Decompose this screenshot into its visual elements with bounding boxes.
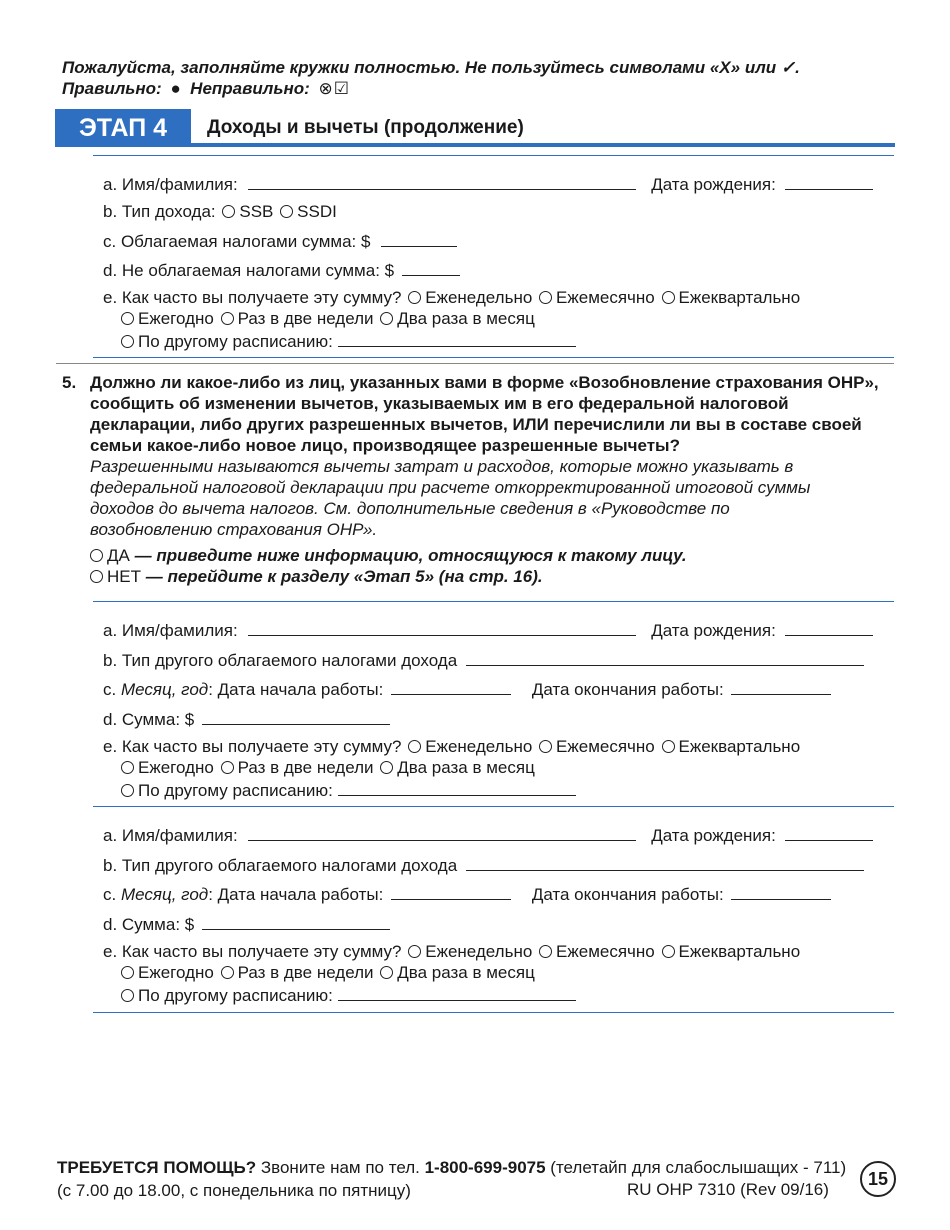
instructions (62, 57, 800, 99)
question-5 (62, 372, 882, 540)
ssb-label: SSB (239, 202, 274, 221)
dob-field[interactable] (785, 618, 873, 636)
end-date-field[interactable] (731, 882, 831, 900)
biweekly-radio[interactable] (221, 761, 234, 774)
person2-frequency-row (103, 941, 800, 962)
help-heading: ТРЕБУЕТСЯ ПОМОЩЬ? (57, 1158, 257, 1177)
instructions-line2 (62, 78, 800, 99)
name-label: a. Имя/фамилия: (103, 621, 238, 640)
person1-income-type-row (103, 648, 864, 671)
filled-circle-icon: ● (170, 79, 181, 98)
twice-monthly-label: Два раза в месяц (397, 309, 535, 328)
quarterly-radio[interactable] (662, 945, 675, 958)
person1-amount-row (103, 707, 390, 730)
income-type-label: b. Тип другого облагаемого налогами дохода (103, 651, 458, 670)
twice-monthly-label: Два раза в месяц (397, 758, 535, 777)
biweekly-label: Раз в две недели (237, 963, 374, 982)
amount-field[interactable] (202, 912, 390, 930)
step-header (55, 109, 895, 147)
biweekly-label: Раз в две недели (237, 309, 374, 328)
divider (93, 1012, 894, 1013)
nontaxable-amount-field[interactable] (402, 258, 460, 276)
start-date-label: : Дата начала работы: (208, 885, 384, 904)
other-schedule-radio[interactable] (121, 784, 134, 797)
end-date-label: Дата окончания работы: (531, 885, 724, 904)
person1-name-row (103, 618, 873, 641)
other-schedule-label: По другому расписанию: (138, 332, 333, 351)
form-id: RU OHP 7310 (Rev 09/16) (627, 1180, 829, 1199)
taxable-label: c. Облагаемая налогами сумма: $ (103, 232, 371, 251)
other-schedule-radio[interactable] (121, 335, 134, 348)
name-field[interactable] (248, 618, 636, 636)
biweekly-radio[interactable] (221, 312, 234, 325)
help-line (57, 1156, 846, 1179)
weekly-label: Еженедельно (425, 288, 533, 307)
weekly-radio[interactable] (408, 740, 421, 753)
other-schedule-field[interactable] (338, 329, 576, 347)
income-type-field[interactable] (466, 853, 864, 871)
block1-taxable-row (103, 229, 457, 252)
other-schedule-label: По другому расписанию: (138, 986, 333, 1005)
start-date-field[interactable] (391, 882, 511, 900)
other-schedule-radio[interactable] (121, 989, 134, 1002)
step-divider (191, 143, 895, 147)
question-text: Должно ли какое-либо из лиц, указанных вами в форме «Возобновление страхования ОНР», сообщить об изменении вычетов, указываемых им в его федеральной налоговой декларации, либо других разрешенных вычетов, ИЛИ перечислили ли вы в составе своей семьи какое-либо новое лицо, производящее разрешенные вычеты? (90, 373, 879, 455)
block1-frequency-row (103, 287, 800, 308)
person1-frequency-row2 (119, 757, 535, 778)
monthly-label: Ежемесячно (556, 288, 655, 307)
end-date-field[interactable] (731, 677, 831, 695)
quarterly-label: Ежеквартально (678, 737, 801, 756)
yearly-label: Ежегодно (138, 758, 214, 777)
twice-monthly-label: Два раза в месяц (397, 963, 535, 982)
person2-frequency-row2 (119, 962, 535, 983)
amount-field[interactable] (202, 707, 390, 725)
step-label: ЭТАП 4 (55, 109, 191, 147)
other-schedule-field[interactable] (338, 983, 576, 1001)
step-title: Доходы и вычеты (продолжение) (207, 117, 524, 138)
name-label: a. Имя/фамилия: (103, 175, 238, 194)
yearly-radio[interactable] (121, 761, 134, 774)
phone-number[interactable]: 1-800-699-9075 (424, 1158, 546, 1177)
ssb-radio[interactable] (222, 205, 235, 218)
weekly-label: Еженедельно (425, 737, 533, 756)
frequency-label: e. Как часто вы получаете эту сумму? (103, 288, 402, 307)
person2-amount-row (103, 912, 390, 935)
person2-name-row (103, 823, 873, 846)
dob-field[interactable] (785, 172, 873, 190)
divider (93, 601, 894, 602)
frequency-label: e. Как часто вы получаете эту сумму? (103, 942, 402, 961)
page-number: 15 (860, 1161, 896, 1197)
ssdi-label: SSDI (297, 202, 337, 221)
income-type-field[interactable] (466, 648, 864, 666)
block1-name-row (103, 172, 873, 195)
correct-label: Правильно: (62, 79, 162, 98)
dob-label: Дата рождения: (651, 621, 776, 640)
monthly-radio[interactable] (539, 945, 552, 958)
hours-text: (с 7.00 до 18.00, с понедельника по пятницу) (57, 1181, 411, 1200)
question-number: 5. (62, 373, 77, 392)
amount-label: d. Сумма: $ (103, 710, 195, 729)
instructions-line1: Пожалуйста, заполняйте кружки полностью. Не пользуйтесь символами «X» или ✓. (62, 58, 800, 77)
monthly-radio[interactable] (539, 740, 552, 753)
amount-label: d. Сумма: $ (103, 915, 195, 934)
incorrect-label: Неправильно: (190, 79, 310, 98)
weekly-label: Еженедельно (425, 942, 533, 961)
biweekly-label: Раз в две недели (237, 758, 374, 777)
end-date-label: Дата окончания работы: (531, 680, 724, 699)
help-text: Звоните нам по тел. (256, 1158, 425, 1177)
income-type-label: b. Тип дохода: (103, 202, 216, 221)
other-schedule-field[interactable] (338, 778, 576, 796)
quarterly-radio[interactable] (662, 740, 675, 753)
weekly-radio[interactable] (408, 945, 421, 958)
yearly-radio[interactable] (121, 966, 134, 979)
dob-field[interactable] (785, 823, 873, 841)
no-instruction: — перейдите к разделу «Этап 5» (на стр. 16). (145, 567, 543, 586)
yearly-radio[interactable] (121, 312, 134, 325)
person2-income-type-row (103, 853, 864, 876)
person2-frequency-row3 (119, 983, 576, 1006)
frequency-label: e. Как часто вы получаете эту сумму? (103, 737, 402, 756)
block1-income-type-row (103, 201, 337, 222)
crossed-circle-icon: ⊗ (318, 79, 333, 98)
no-radio[interactable] (90, 570, 103, 583)
twice-monthly-radio[interactable] (380, 312, 393, 325)
income-type-label: b. Тип другого облагаемого налогами дохода (103, 856, 458, 875)
twice-monthly-radio[interactable] (380, 761, 393, 774)
yearly-label: Ежегодно (138, 309, 214, 328)
dates-prefix: c. (103, 885, 117, 904)
person1-dates-row (103, 677, 831, 700)
biweekly-radio[interactable] (221, 966, 234, 979)
dob-label: Дата рождения: (651, 826, 776, 845)
name-label: a. Имя/фамилия: (103, 826, 238, 845)
person2-dates-row (103, 882, 831, 905)
yes-radio[interactable] (90, 549, 103, 562)
monthly-label: Ежемесячно (556, 942, 655, 961)
dates-prefix: c. (103, 680, 117, 699)
dates-format: Месяц, год (120, 680, 209, 699)
nontaxable-label: d. Не облагаемая налогами сумма: $ (103, 261, 395, 280)
tty-text: (телетайп для слабослышащих - 711) (545, 1158, 847, 1177)
quarterly-label: Ежеквартально (678, 942, 801, 961)
no-label: НЕТ (107, 567, 141, 586)
checked-circle-icon: ☑ (333, 79, 349, 98)
block1-nontaxable-row (103, 258, 460, 281)
start-date-field[interactable] (391, 677, 511, 695)
block1-frequency-row3 (119, 329, 576, 352)
taxable-amount-field[interactable] (381, 229, 457, 247)
quarterly-radio[interactable] (662, 291, 675, 304)
divider (56, 363, 894, 364)
quarterly-label: Ежеквартально (678, 288, 801, 307)
divider (93, 357, 894, 358)
monthly-label: Ежемесячно (556, 737, 655, 756)
monthly-radio[interactable] (539, 291, 552, 304)
question-note: Разрешенными называются вычеты затрат и расходов, которые можно указывать в федеральной налоговой декларации при расчете откорректированной итоговой суммы доходов до вычета налогов. См. дополнительные сведения в «Руководстве по возобновлению страхования ОНР». (90, 457, 811, 539)
twice-monthly-radio[interactable] (380, 966, 393, 979)
no-option (90, 566, 543, 587)
weekly-radio[interactable] (408, 291, 421, 304)
yes-option (90, 545, 687, 566)
dob-label: Дата рождения: (651, 175, 776, 194)
yes-label: ДА (107, 546, 130, 565)
block1-frequency-row2 (119, 308, 535, 329)
start-date-label: : Дата начала работы: (208, 680, 384, 699)
ssdi-radio[interactable] (280, 205, 293, 218)
yes-instruction: — приведите ниже информацию, относящуюся к такому лицу. (134, 546, 687, 565)
person1-frequency-row (103, 736, 800, 757)
dates-format: Месяц, год (120, 885, 209, 904)
name-field[interactable] (248, 823, 636, 841)
person1-frequency-row3 (119, 778, 576, 801)
name-field[interactable] (248, 172, 636, 190)
yearly-label: Ежегодно (138, 963, 214, 982)
other-schedule-label: По другому расписанию: (138, 781, 333, 800)
divider (93, 155, 894, 156)
divider (93, 806, 894, 807)
